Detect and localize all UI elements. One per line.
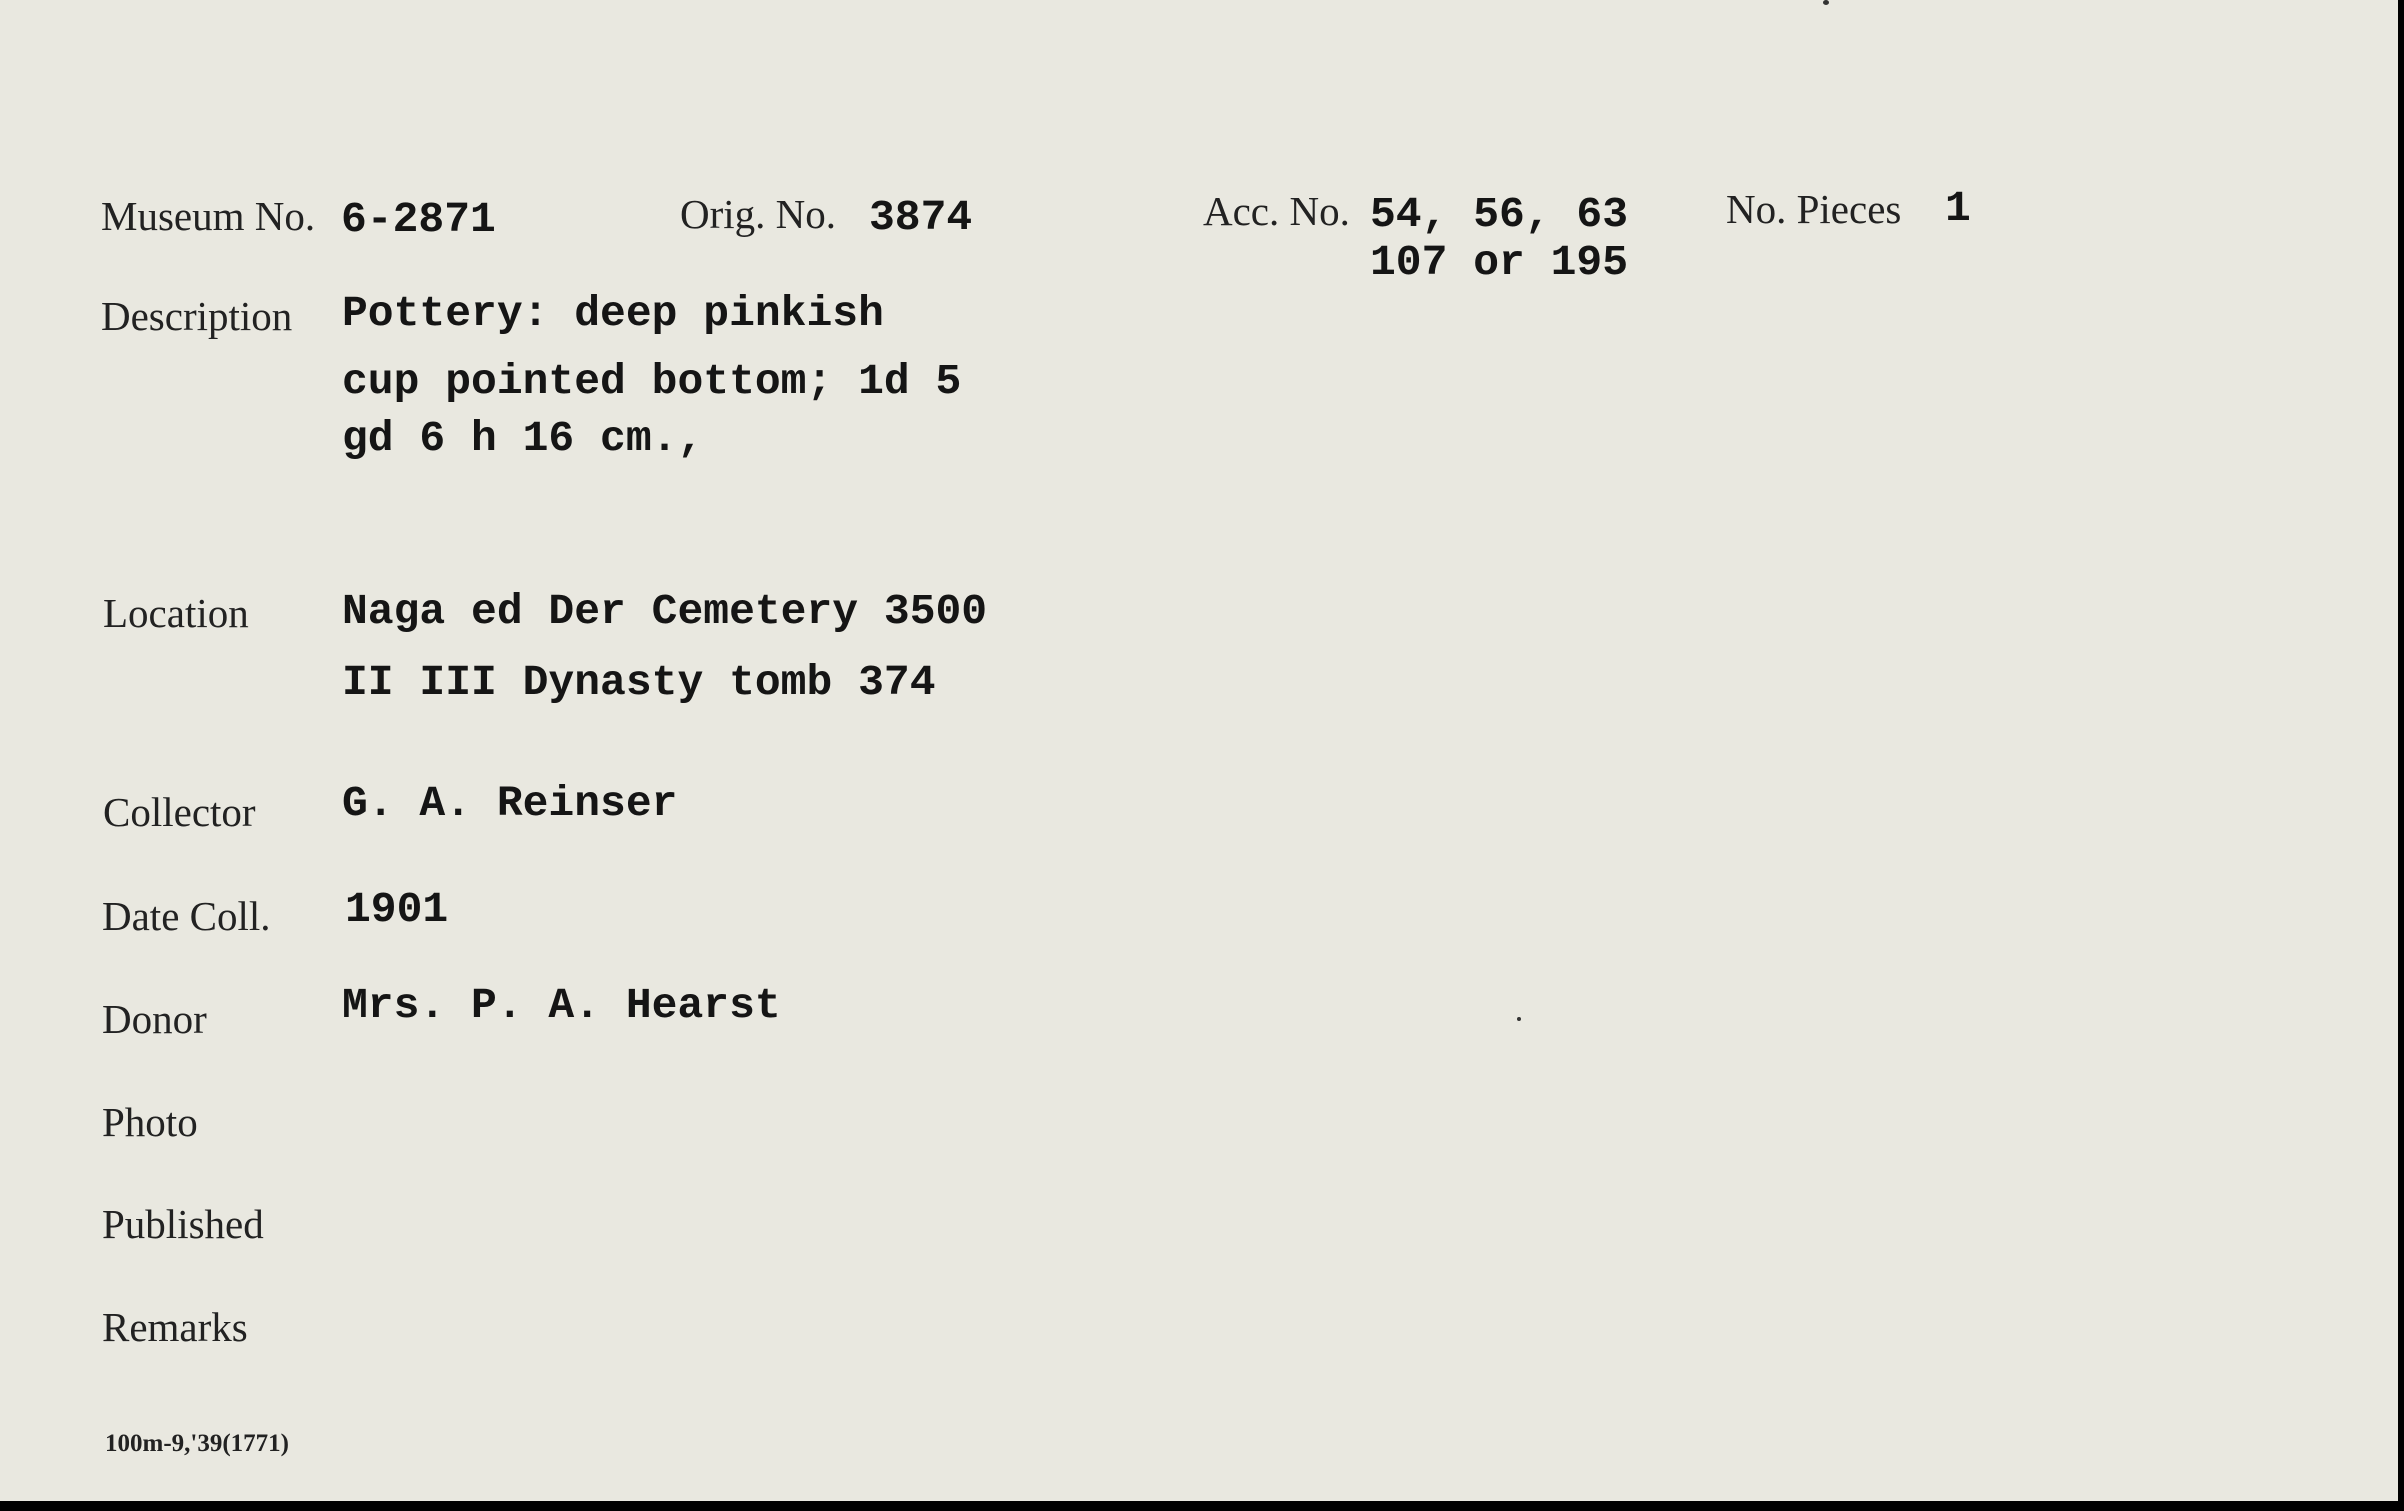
date-coll-label: Date Coll. (102, 893, 271, 939)
orig-no-value: 3874 (869, 193, 973, 242)
orig-no-label: Orig. No. (680, 191, 837, 237)
acc-no-value-line2: 107 or 195 (1370, 238, 1629, 287)
acc-no-value-line1: 54, 56, 63 (1370, 190, 1629, 239)
published-label: Published (102, 1201, 264, 1247)
date-coll-value: 1901 (345, 885, 449, 934)
description-line: cup pointed bottom; 1d 5 (342, 357, 962, 406)
museum-no-label: Museum No. (101, 193, 316, 239)
collector-value: G. A. Reinser (342, 779, 678, 828)
museum-no-value: 6-2871 (341, 195, 496, 244)
location-line: Naga ed Der Cemetery 3500 (342, 587, 988, 636)
acc-no-label: Acc. No. (1203, 188, 1350, 234)
location-label: Location (103, 590, 249, 636)
paper-speck (1823, 0, 1829, 5)
collector-label: Collector (103, 789, 256, 835)
description-line: gd 6 h 16 cm., (342, 414, 704, 463)
no-pieces-value: 1 (1945, 184, 1971, 233)
description-line: Pottery: deep pinkish (342, 289, 884, 338)
description-label: Description (101, 293, 293, 339)
photo-label: Photo (102, 1099, 198, 1145)
donor-value: Mrs. P. A. Hearst (342, 981, 781, 1030)
location-line: II III Dynasty tomb 374 (342, 658, 936, 707)
no-pieces-label: No. Pieces (1726, 186, 1902, 232)
form-code: 100m-9,'39(1771) (105, 1430, 289, 1457)
donor-label: Donor (102, 996, 207, 1042)
remarks-label: Remarks (102, 1304, 248, 1350)
paper-speck (1517, 1017, 1521, 1021)
